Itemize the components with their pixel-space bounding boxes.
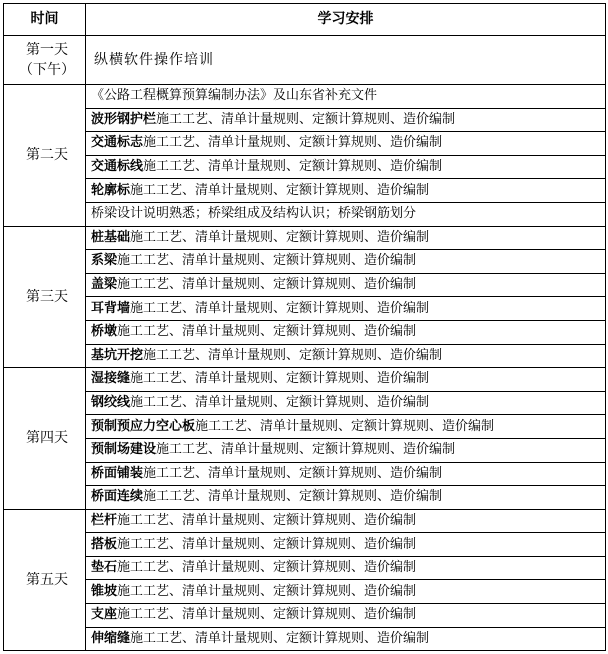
topic-name: 交通标志 xyxy=(91,135,144,151)
topic-name: 系梁 xyxy=(91,253,118,269)
topic-name: 桥墩 xyxy=(91,324,118,340)
schedule-row xyxy=(4,533,606,557)
topic-name: 垫石 xyxy=(91,560,118,576)
topic-name: 伸缩缝 xyxy=(91,630,131,646)
plan-cell xyxy=(86,36,606,85)
plan-cell xyxy=(86,486,606,510)
plan-cell xyxy=(86,155,606,179)
day-label xyxy=(4,368,86,510)
day-label xyxy=(4,509,86,651)
plan-cell xyxy=(86,391,606,415)
day-label-text: 第二天 xyxy=(26,147,68,164)
plan-cell xyxy=(86,509,606,533)
topic-detail: 桥梁设计说明熟悉；桥梁组成及结构认识；桥梁钢筋划分 xyxy=(91,206,417,222)
plan-cell xyxy=(86,415,606,439)
plan-cell xyxy=(86,250,606,274)
schedule-row xyxy=(4,132,606,156)
topic-detail: 施工工艺、清单计量规则、定额计算规则、造价编制 xyxy=(130,371,430,387)
topic-detail: 施工工艺、清单计量规则、定额计算规则、造价编制 xyxy=(130,395,430,411)
topic-name: 支座 xyxy=(91,607,118,623)
schedule-row xyxy=(4,344,606,368)
plan-cell xyxy=(86,533,606,557)
plan-cell xyxy=(86,132,606,156)
plan-cell xyxy=(86,580,606,604)
day-label-text: 第四天 xyxy=(26,430,68,447)
topic-detail: 施工工艺、清单计量规则、定额计算规则、造价编制 xyxy=(143,347,443,363)
topic-name: 预制预应力空心板 xyxy=(91,418,196,434)
schedule-row xyxy=(4,108,606,132)
plan-cell xyxy=(86,344,606,368)
topic-name: 盖梁 xyxy=(91,277,118,293)
schedule-row xyxy=(4,604,606,628)
schedule-row xyxy=(4,462,606,486)
schedule-row xyxy=(4,202,606,226)
schedule-row xyxy=(4,368,606,392)
plan-cell xyxy=(86,438,606,462)
schedule-row xyxy=(4,85,606,109)
schedule-body xyxy=(4,36,606,651)
plan-cell xyxy=(86,604,606,628)
schedule-row xyxy=(4,438,606,462)
topic-name: 波形钢护栏 xyxy=(91,111,157,127)
plan-cell xyxy=(86,556,606,580)
topic-name: 锥坡 xyxy=(91,583,118,599)
topic-detail: 施工工艺、清单计量规则、定额计算规则、造价编制 xyxy=(117,583,417,599)
plan-cell xyxy=(86,462,606,486)
topic-detail: 施工工艺、清单计量规则、定额计算规则、造价编制 xyxy=(117,607,417,623)
schedule-row xyxy=(4,250,606,274)
header-time: 时间 xyxy=(4,4,86,36)
topic-name: 桥面连续 xyxy=(91,489,144,505)
schedule-table xyxy=(3,3,606,651)
plan-cell xyxy=(86,297,606,321)
schedule-row xyxy=(4,273,606,297)
topic-detail: 施工工艺、清单计量规则、定额计算规则、造价编制 xyxy=(117,512,417,528)
day-label-text: 第三天 xyxy=(26,288,68,305)
schedule-row xyxy=(4,36,606,85)
topic-detail: 《公路工程概算预算编制办法》及山东省补充文件 xyxy=(91,88,378,104)
topic-detail: 纵横软件操作培训 xyxy=(94,52,214,68)
topic-detail: 施工工艺、清单计量规则、定额计算规则、造价编制 xyxy=(130,630,430,646)
topic-detail: 施工工艺、清单计量规则、定额计算规则、造价编制 xyxy=(156,442,456,458)
schedule-row xyxy=(4,509,606,533)
header-row xyxy=(4,4,606,36)
topic-detail: 施工工艺、清单计量规则、定额计算规则、造价编制 xyxy=(117,536,417,552)
topic-detail: 施工工艺、清单计量规则、定额计算规则、造价编制 xyxy=(117,560,417,576)
topic-name: 桥面铺装 xyxy=(91,465,144,481)
topic-name: 栏杆 xyxy=(91,512,118,528)
plan-cell xyxy=(86,226,606,250)
plan-cell xyxy=(86,320,606,344)
topic-detail: 施工工艺、清单计量规则、定额计算规则、造价编制 xyxy=(156,111,456,127)
plan-cell xyxy=(86,627,606,651)
schedule-row xyxy=(4,155,606,179)
topic-detail: 施工工艺、清单计量规则、定额计算规则、造价编制 xyxy=(143,465,443,481)
topic-detail: 施工工艺、清单计量规则、定额计算规则、造价编制 xyxy=(143,159,443,175)
topic-name: 桩基础 xyxy=(91,229,131,245)
schedule-row xyxy=(4,226,606,250)
day-label xyxy=(4,226,86,368)
topic-detail: 施工工艺、清单计量规则、定额计算规则、造价编制 xyxy=(130,300,430,316)
topic-name: 交通标线 xyxy=(91,159,144,175)
day-label xyxy=(4,36,86,85)
topic-detail: 施工工艺、清单计量规则、定额计算规则、造价编制 xyxy=(130,229,430,245)
plan-cell xyxy=(86,273,606,297)
day-label xyxy=(4,85,86,227)
topic-name: 湿接缝 xyxy=(91,371,131,387)
schedule-row xyxy=(4,391,606,415)
topic-detail: 施工工艺、清单计量规则、定额计算规则、造价编制 xyxy=(195,418,495,434)
topic-name: 预制场建设 xyxy=(91,442,157,458)
topic-detail: 施工工艺、清单计量规则、定额计算规则、造价编制 xyxy=(130,182,430,198)
plan-cell xyxy=(86,368,606,392)
schedule-row xyxy=(4,179,606,203)
schedule-row xyxy=(4,580,606,604)
schedule-row xyxy=(4,415,606,439)
day-sublabel: （下午） xyxy=(19,62,75,78)
plan-cell xyxy=(86,108,606,132)
schedule-row xyxy=(4,556,606,580)
schedule-row xyxy=(4,320,606,344)
schedule-row xyxy=(4,627,606,651)
topic-name: 基坑开挖 xyxy=(91,347,144,363)
topic-name: 钢绞线 xyxy=(91,395,131,411)
plan-cell xyxy=(86,202,606,226)
day-label-text: 第一天 xyxy=(26,42,68,58)
plan-cell xyxy=(86,179,606,203)
topic-detail: 施工工艺、清单计量规则、定额计算规则、造价编制 xyxy=(117,253,417,269)
topic-detail: 施工工艺、清单计量规则、定额计算规则、造价编制 xyxy=(117,277,417,293)
topic-detail: 施工工艺、清单计量规则、定额计算规则、造价编制 xyxy=(117,324,417,340)
plan-cell xyxy=(86,85,606,109)
topic-name: 轮廓标 xyxy=(91,182,131,198)
schedule-row xyxy=(4,297,606,321)
schedule-row xyxy=(4,486,606,510)
topic-detail: 施工工艺、清单计量规则、定额计算规则、造价编制 xyxy=(143,135,443,151)
topic-name: 耳背墙 xyxy=(91,300,131,316)
header-plan: 学习安排 xyxy=(86,4,606,36)
topic-name: 搭板 xyxy=(91,536,118,552)
topic-detail: 施工工艺、清单计量规则、定额计算规则、造价编制 xyxy=(143,489,443,505)
day-label-text: 第五天 xyxy=(26,571,68,588)
